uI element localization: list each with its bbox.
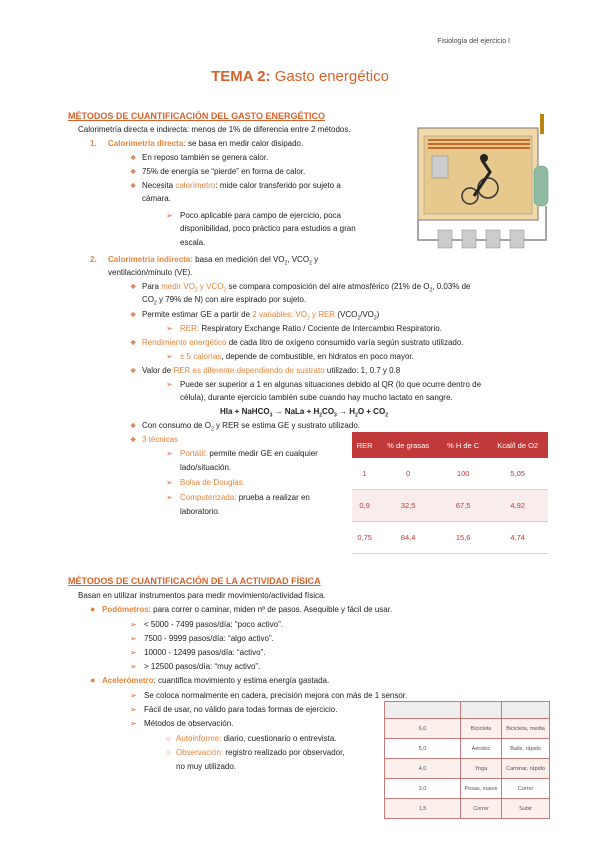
sub-bullet-continuation: disponibilidad, poco práctico para estudios a gran — [180, 224, 356, 233]
table-cell: 5,05 — [487, 458, 548, 490]
sub-bullet: ➢ Puede ser superior a 1 en algunas situaciones debido al QR (lo que ocurre dentro de — [166, 380, 482, 389]
table-header-row — [352, 432, 548, 458]
item-continuation: ventilación/minuto (VE). — [108, 268, 193, 277]
sub-bullet: ➢ RER: Respiratory Exchange Ratio / Cociente de Intercambio Respiratorio. — [166, 324, 442, 333]
bullet-item: ❖ 3 técnicas — [130, 435, 179, 444]
table-cell: Baile, rápido — [502, 739, 550, 759]
table-row — [352, 490, 548, 522]
table-cell: Pesas, suave — [460, 779, 501, 799]
table-cell: 1 — [352, 458, 377, 490]
bullet-item: ❖ Rendimiento energético de cada litro de oxígeno consumido varía según sustrato utilizado. — [130, 338, 464, 347]
sub-bullet-continuation: escala. — [180, 238, 206, 247]
sub-bullet-continuation: lado/situación. — [180, 463, 232, 472]
table-cell: 3,0 — [385, 779, 461, 799]
table-cell: 4,0 — [385, 759, 461, 779]
table-header-cell — [460, 702, 501, 719]
page-title — [0, 68, 600, 85]
title-topic: TEMA 2: — [211, 68, 271, 85]
item-indirect-calorimetry: 2. Calorimetría indirecta: basa en medición del $VO_2$, $VCO_2$ y — [90, 255, 319, 267]
bullet-item: ❖ Permite estimar GE a partir de 2 variables: $VO_2$ y RER $(VCO_2/VO_2)$ — [130, 310, 380, 322]
table-cell: Aerobic — [460, 739, 501, 759]
sub-bullet: ➢ Métodos de observación. — [130, 719, 234, 728]
observation-continuation: no muy utilizado. — [176, 762, 237, 771]
sub-bullet: ➢ ± 5 calorías, depende de combustible, en hidratos en poco mayor. — [166, 352, 414, 361]
section-heading-energy: MÉTODOS DE CUANTIFICACIÓN DEL GASTO ENERGÉTICO — [68, 111, 326, 121]
table-cell: 100 — [439, 458, 487, 490]
bullet-continuation: cámara. — [142, 194, 171, 203]
table-cell: Bicicleta — [460, 719, 501, 739]
table-header-cell: Kcal/l de O2 — [487, 432, 548, 458]
table-cell: 0,75 — [352, 522, 377, 554]
table-row — [352, 458, 548, 490]
table-header-row — [385, 702, 550, 719]
table-header-cell — [385, 702, 461, 719]
table-cell: Correr — [502, 779, 550, 799]
table-row — [385, 759, 550, 779]
sub-bullet: ➢ 10000 - 12499 pasos/día: “activo”. — [130, 648, 266, 657]
table-header-cell: % H de C — [439, 432, 487, 458]
bullet-item: ❖ Necesita calorímetro: mide calor transferido por sujeto a — [130, 181, 341, 190]
table-cell: 67,5 — [439, 490, 487, 522]
sub-bullet: ➢ Portátil: permite medir GE en cualquier — [166, 449, 318, 458]
bullet-item: ❖ Con consumo de $O_2$ y RER se estima GE y sustrato utilizado. — [130, 421, 360, 433]
table-header-cell: RER — [352, 432, 377, 458]
bullet-item: ❖ Para medir $VO_2$ y $VCO_2$ se compara composición del aire atmosférico (21% de $O_2$, 0.03% de — [130, 282, 471, 294]
table-row — [385, 739, 550, 759]
sub-bullet: ➢ Bolsa de Douglas. — [166, 478, 245, 487]
title-subject: Gasto energético — [274, 68, 389, 85]
item-direct-calorimetry: 1. Calorimetría directa: se basa en medir calor disipado. — [90, 139, 304, 148]
sub-bullet-continuation: célula), durante ejercicio también sube cuando hay mucho lactato en sangre. — [180, 393, 453, 402]
section-heading-activity: MÉTODOS DE CUANTIFICACIÓN DE LA ACTIVIDAD FÍSICA — [68, 576, 321, 586]
table-cell: Subir — [502, 799, 550, 819]
table-cell: 1,5 — [385, 799, 461, 819]
observation-item: ○ Autoinforme: diario, cuestionario o entrevista. — [166, 734, 337, 743]
running-header: Fisiología del ejercicio I — [437, 38, 510, 45]
table-cell: 84,4 — [377, 522, 439, 554]
sub-bullet: ➢ Computerizada: prueba a realizar en — [166, 493, 310, 502]
bullet-item: ❖ En reposo también se genera calor. — [130, 153, 269, 162]
section1-intro: Calorimetría directa e indirecta: menos de 1% de diferencia entre 2 métodos. — [78, 125, 351, 134]
section2-intro: Basan en utilizar instrumentos para medir movimiento/actividad física. — [78, 591, 326, 600]
calorimeter-diagram — [398, 108, 554, 268]
activity-table — [384, 701, 550, 819]
table-cell: Caminar, rápido — [502, 759, 550, 779]
item-accelerometer: ● Acelerómetro: cuantifica movimiento y estima energía gastada. — [90, 675, 330, 685]
sub-bullet-continuation: laboratorio. — [180, 507, 221, 516]
sub-bullet: ➢ Se coloca normalmente en cadera, precisión mejora con más de 1 sensor. — [130, 691, 408, 700]
table-cell: 15,6 — [439, 522, 487, 554]
sub-bullet: ➢ < 5000 - 7499 pasos/día: “poco activo”. — [130, 620, 283, 629]
table-row — [385, 719, 550, 739]
table-cell: Yoga — [460, 759, 501, 779]
table-header-cell — [502, 702, 550, 719]
table-cell: Bicicleta, media — [502, 719, 550, 739]
bullet-item: ❖ 75% de energía se “pierde” en forma de calor. — [130, 167, 306, 176]
bullet-item: ❖ Valor de RER es diferente dependiendo de sustrato utilizado: 1, 0.7 y 0.8 — [130, 366, 401, 375]
rer-table — [352, 432, 548, 554]
table-cell: Correr — [460, 799, 501, 819]
table-cell: 0 — [377, 458, 439, 490]
observation-item: ○ Observación: registro realizado por observador, — [166, 748, 345, 757]
sub-bullet: ➢ Poco aplicable para campo de ejercicio, poca — [166, 211, 341, 220]
item-pedometers: ● Podómetros: para correr o caminar, miden nº de pasos. Asequible y fácil de usar. — [90, 604, 393, 614]
bullet-continuation: $CO_2$ y 79% de N) con aire espirado por sujeto. — [142, 295, 307, 307]
table-row — [385, 779, 550, 799]
table-header-cell: % de grasas — [377, 432, 439, 458]
table-cell: 4,92 — [487, 490, 548, 522]
table-row — [385, 799, 550, 819]
table-row — [352, 522, 548, 554]
table-cell: 32,5 — [377, 490, 439, 522]
table-cell: 5,0 — [385, 739, 461, 759]
table-cell: 0,9 — [352, 490, 377, 522]
table-cell: 4,74 — [487, 522, 548, 554]
sub-bullet: ➢ > 12500 pasos/día: “muy activo”. — [130, 662, 261, 671]
sub-bullet: ➢ Fácil de usar, no válido para todas formas de ejercicio. — [130, 705, 338, 714]
sub-bullet: ➢ 7500 - 9999 pasos/día: “algo activo”. — [130, 634, 274, 643]
lactate-formula: Hla + NaHCO$_3$ → NaLa + $H_2CO_3 \to H_2O + CO_2$ — [220, 407, 388, 419]
table-cell: 6,0 — [385, 719, 461, 739]
